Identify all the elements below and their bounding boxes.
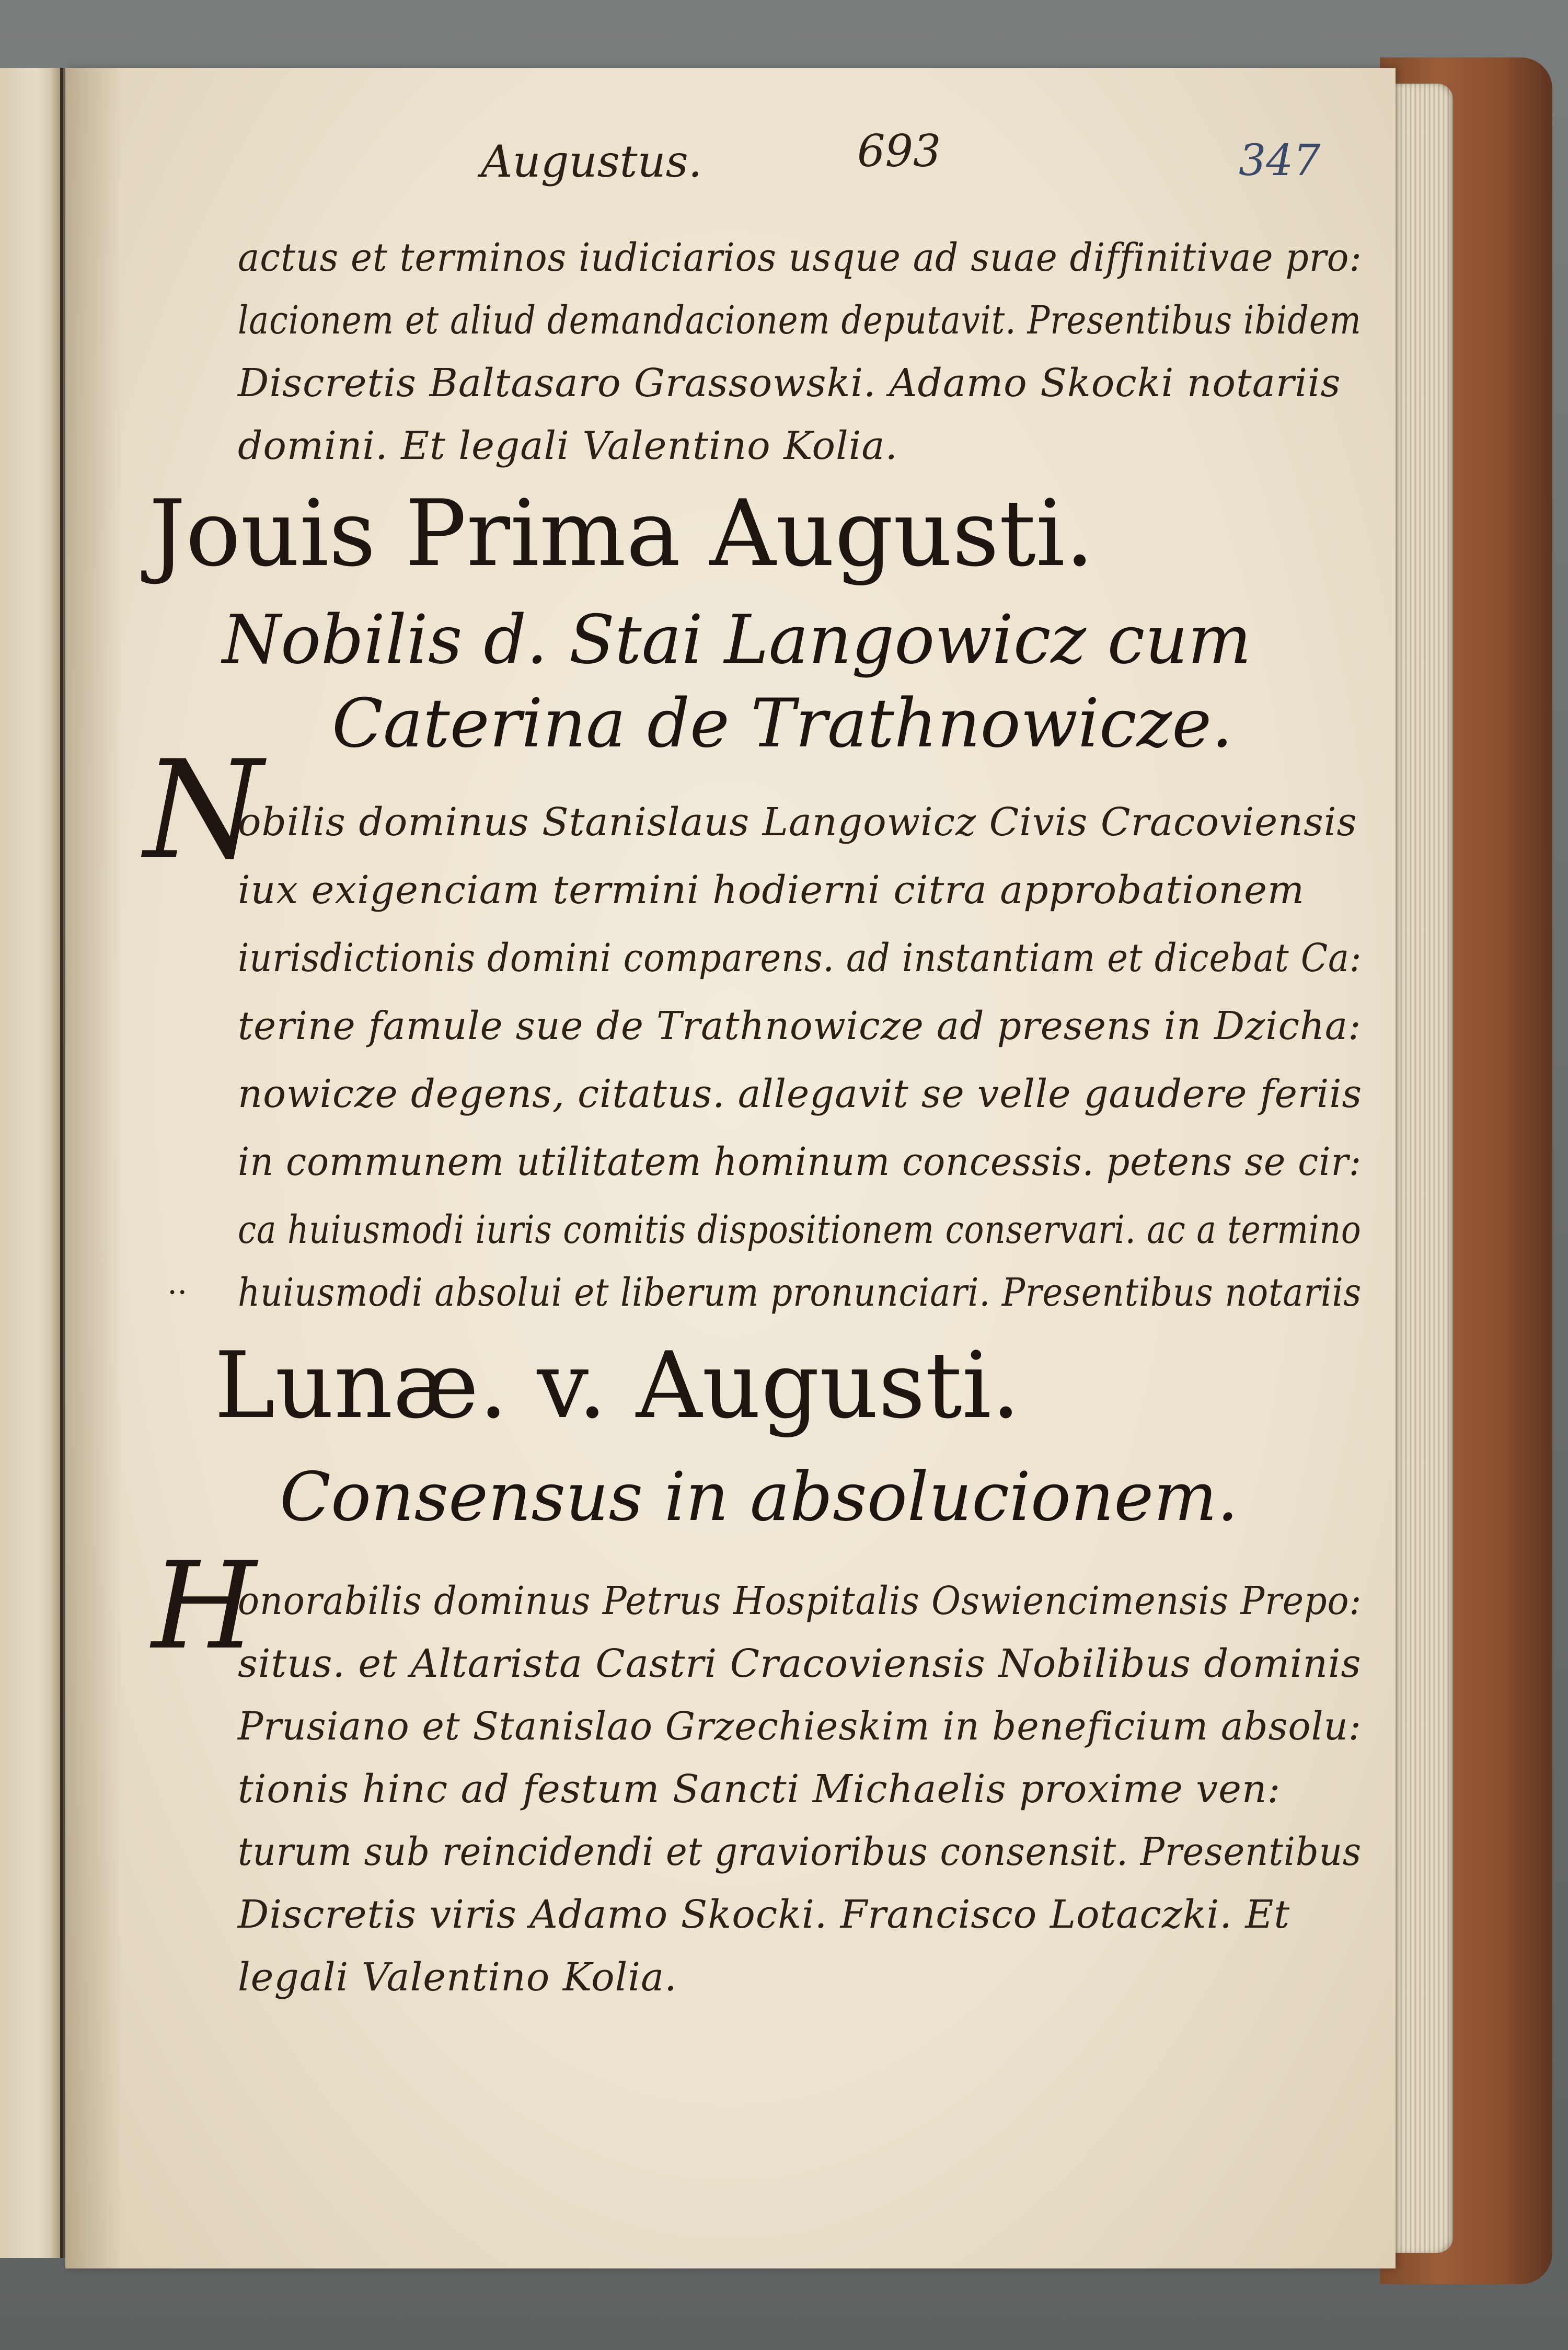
folio-new: 347 [1239, 136, 1321, 186]
text-line: in communem utilitatem hominum concessis. petens se cir: [238, 1139, 1362, 1184]
text-line: iux exigenciam termini hodierni citra approbationem [238, 868, 1305, 913]
text-line: Discretis viris Adamo Skocki. Francisco Lotaczki. Et [238, 1892, 1290, 1937]
text-line: obilis dominus Stanislaus Langowicz Civis Cracoviensis [238, 800, 1357, 845]
text-line: iurisdictionis domini comparens. ad instantiam et dicebat Ca: [238, 936, 1362, 981]
text-line: nowicze degens, citatus. allegavit se velle gaudere feriis [238, 1072, 1363, 1116]
manuscript-page [65, 68, 1396, 2268]
entry-1-title-a: Nobilis d. Stai Langowicz cum [222, 601, 1252, 679]
entry-2-title: Consensus in absolucionem. [280, 1458, 1239, 1536]
text-line: terine famule sue de Trathnowicze ad presens in Dzicha: [238, 1004, 1362, 1049]
margin-mark: .. [167, 1265, 188, 1301]
entry-1-title-b: Caterina de Trathnowicze. [332, 685, 1233, 763]
text-line: situs. et Altarista Castri Cracoviensis Nobilibus dominis [238, 1641, 1362, 1686]
running-title: Augustus. [481, 136, 702, 187]
date-heading-2: Lunæ. v. Augusti. [214, 1333, 1021, 1439]
date-heading-1: Jouis Prima Augusti. [149, 481, 1094, 587]
initial-letter-1: N [144, 732, 263, 890]
text-line: tionis hinc ad festum Sancti Michaelis proxime ven: [238, 1767, 1281, 1812]
text-line: huiusmodi absolui et liberum pronunciari. Presentibus notariis [238, 1270, 1362, 1315]
text-line: domini. Et legali Valentino Kolia. [238, 423, 898, 468]
text-line: ca huiusmodi iuris comitis dispositionem conservari. ac a termino [238, 1207, 1362, 1252]
text-line: lacionem et aliud demandacionem deputavit. Presentibus ibidem [238, 298, 1362, 343]
text-line: legali Valentino Kolia. [238, 1955, 677, 2000]
text-line: turum sub reincidendi et gravioribus consensit. Presentibus [238, 1829, 1362, 1874]
text-line: onorabilis dominus Petrus Hospitalis Oswiencimensis Prepo: [238, 1579, 1362, 1623]
text-line: actus et terminos iudiciarios usque ad suae diffinitivae pro: [238, 235, 1362, 280]
gutter-shadow [65, 68, 123, 2268]
folio-old: 693 [857, 125, 941, 177]
initial-letter-2: H [152, 1537, 257, 1676]
text-line: Discretis Baltasaro Grassowski. Adamo Skocki notariis [238, 361, 1341, 406]
text-line: Prusiano et Stanislao Grzechieskim in beneficium absolu: [238, 1704, 1362, 1749]
